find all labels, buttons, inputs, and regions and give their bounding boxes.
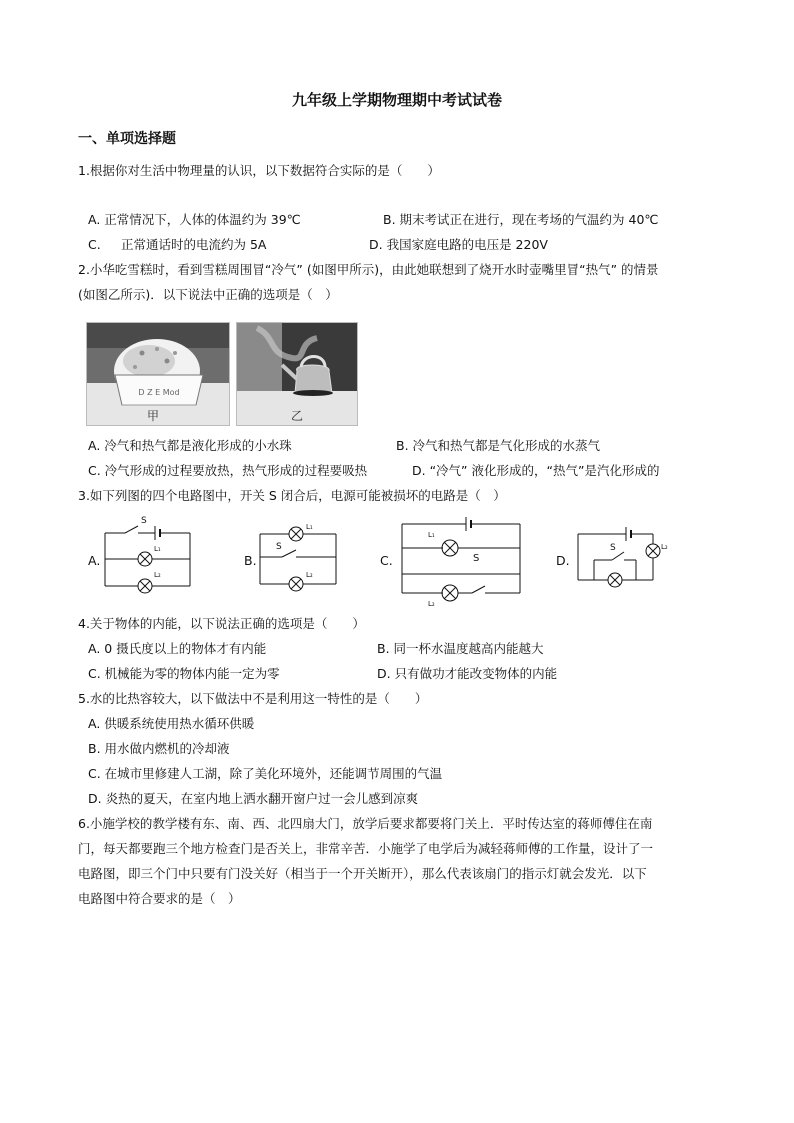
question-5-option-c: C. 在城市里修建人工湖，除了美化环境外，还能调节周围的气温 bbox=[88, 766, 443, 781]
circuit-d-label: D. bbox=[556, 553, 570, 568]
question-4-option-b: B. 同一杯水温度越高内能越大 bbox=[377, 641, 544, 656]
question-2-option-c: C. 冷气形成的过程要放热，热气形成的过程要吸热 bbox=[88, 463, 368, 478]
circuit-diagram-d bbox=[578, 522, 668, 592]
question-1-option-d: D. 我国家庭电路的电压是 220V bbox=[369, 237, 548, 252]
question-2-stem-line-2: (如图乙所示)．以下说法中正确的选项是（ ） bbox=[78, 287, 338, 302]
question-1-option-c-label: C. bbox=[88, 237, 101, 252]
question-4-stem: 4.关于物体的内能，以下说法正确的选项是（ ） bbox=[78, 616, 365, 631]
circuit-diagram-b bbox=[260, 522, 344, 592]
question-1-option-c: 正常通话时的电流约为 5A bbox=[121, 237, 267, 252]
section-heading: 一、单项选择题 bbox=[78, 131, 176, 147]
lamp-l1-label: L₁ bbox=[154, 545, 161, 553]
question-4-option-a: A. 0 摄氏度以上的物体才有内能 bbox=[88, 641, 267, 656]
circuit-diagram-a bbox=[105, 518, 195, 600]
question-3-stem: 3.如下列图的四个电路图中，开关 S 闭合后，电源可能被损坏的电路是（ ） bbox=[78, 488, 506, 503]
lamp-l2-label: L₂ bbox=[154, 571, 161, 579]
image-label-jia: 甲 bbox=[147, 409, 160, 423]
question-1-stem: 1.根据你对生活中物理量的认识，以下数据符合实际的是（ ） bbox=[78, 163, 440, 178]
image-label-yi: 乙 bbox=[291, 409, 304, 423]
question-5-stem: 5.水的比热容较大，以下做法中不是利用这一特性的是（ ） bbox=[78, 691, 428, 706]
lamp-l2-label: L₂ bbox=[428, 600, 435, 608]
switch-label: S bbox=[473, 553, 480, 564]
ice-cream-photo bbox=[86, 322, 230, 426]
page-title: 九年级上学期物理期中考试试卷 bbox=[291, 91, 502, 109]
circuit-b-label: B. bbox=[244, 553, 257, 568]
switch-label: S bbox=[276, 542, 282, 552]
question-2-stem-line-1: 2.小华吃雪糕时，看到雪糕周围冒“冷气” (如图甲所示)，由此她联想到了烧开水时壶嘴里冒“热气” 的情景 bbox=[78, 262, 659, 277]
lamp-l1-label: L₁ bbox=[306, 523, 313, 531]
cup-label: D Z E Mod bbox=[138, 388, 180, 397]
lamp-l2-label: L₂ bbox=[306, 571, 313, 579]
question-2-option-a: A. 冷气和热气都是液化形成的小水珠 bbox=[88, 438, 292, 453]
question-6-line-3: 电路图，即三个门中只要有门没关好（相当于一个开关断开），那么代表该扇门的指示灯就会发光．以下 bbox=[78, 866, 647, 881]
question-1-option-a: A. 正常情况下，人体的体温约为 39℃ bbox=[88, 212, 301, 227]
kettle-photo bbox=[236, 322, 358, 426]
circuit-diagram-c bbox=[402, 516, 522, 608]
lamp-l1-label: L₁ bbox=[428, 531, 435, 539]
switch-label: S bbox=[610, 543, 616, 553]
question-4-option-d: D. 只有做功才能改变物体的内能 bbox=[377, 666, 558, 681]
circuit-a-label: A. bbox=[88, 553, 101, 568]
question-4-option-c: C. 机械能为零的物体内能一定为零 bbox=[88, 666, 280, 681]
circuit-c-label: C. bbox=[380, 553, 393, 568]
question-5-option-a: A. 供暖系统使用热水循环供暖 bbox=[88, 716, 255, 731]
question-6-line-2: 门，每天都要跑三个地方检查门是否关上，非常辛苦．小施学了电学后为减轻蒋师傅的工作量，设计了一 bbox=[78, 841, 654, 856]
question-5-option-b: B. 用水做内燃机的冷却液 bbox=[88, 741, 230, 756]
question-1-option-b: B. 期末考试正在进行，现在考场的气温约为 40℃ bbox=[383, 212, 659, 227]
question-2-option-d: D. “冷气” 液化形成的，“热气”是汽化形成的 bbox=[412, 463, 660, 478]
lamp-l2-label: L₂ bbox=[661, 543, 668, 551]
question-2-option-b: B. 冷气和热气都是气化形成的水蒸气 bbox=[396, 438, 601, 453]
switch-label: S bbox=[141, 516, 147, 526]
question-6-line-1: 6.小施学校的教学楼有东、南、西、北四扇大门，放学后要求都要将门关上．平时传达室的蒋师傅住在南 bbox=[78, 816, 653, 831]
question-5-option-d: D. 炎热的夏天，在室内地上洒水翻开窗户过一会儿感到凉爽 bbox=[88, 791, 419, 806]
question-6-line-4: 电路图中符合要求的是（ ） bbox=[78, 891, 241, 906]
